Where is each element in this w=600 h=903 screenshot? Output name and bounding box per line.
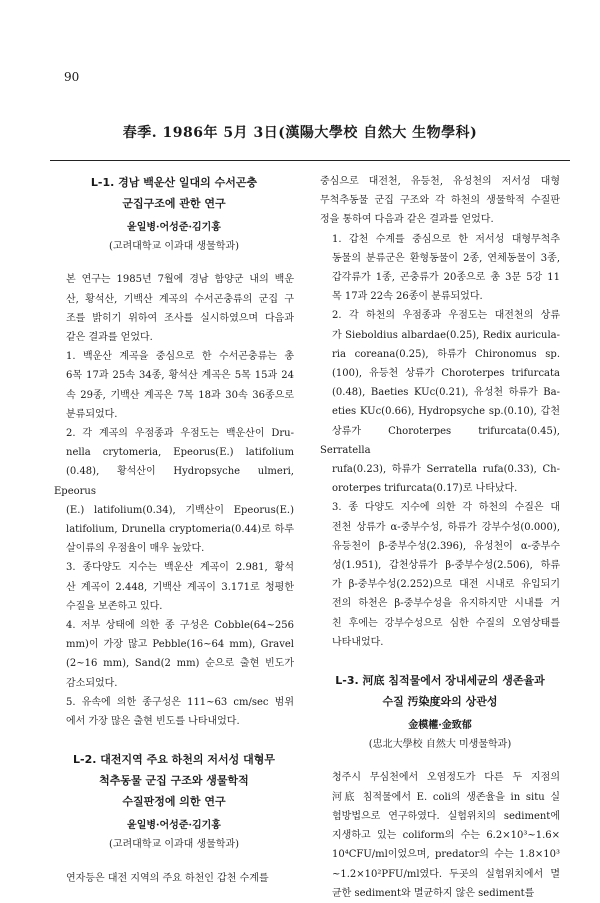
text-line: (2~16 mm), Sand(2 mm) 순으로 출현 빈도가 xyxy=(66,658,294,670)
text-line: 산 계곡이 2.448, 기백산 계곡이 3.171로 청평한 xyxy=(66,581,294,593)
text-line: rufa(0.23), 하류가 Serratella rufa(0.33), Ch- xyxy=(332,464,560,476)
text-line: 수질을 보존하고 있다. xyxy=(66,600,163,612)
text-line: eties KUc(0.66), Hydropsyche sp.(0.10), 갑천 xyxy=(332,406,560,418)
text-line: (100), 유등천 상류가 Choroterpes trifurcata xyxy=(332,368,560,380)
abstract-title: L-1. 경남 백운산 일대의 수서곤충 군집구조에 관한 연구 xyxy=(90,176,258,210)
abstract-l3 xyxy=(320,670,560,903)
text-line: 유등천이 β-중부수성(2.396), 유성천이 α-중부수 xyxy=(332,540,560,552)
abstract-body xyxy=(320,768,560,902)
text-line: 에서 가장 많은 출현 빈도를 나타내었다. xyxy=(66,716,240,728)
right-column xyxy=(320,172,560,903)
text-line: 정을 통하여 다음과 같은 결과를 얻었다. xyxy=(320,214,494,226)
text-line: 1. 갑천 수계를 중심으로 한 저서성 대형무척추 xyxy=(332,233,560,245)
text-line: 10⁴CFU/ml이었으며, predator의 수는 1.8×10³ xyxy=(332,849,560,861)
text-line: (0.48), 황석산이 Hydropsyche ulmeri, Epeorus xyxy=(54,466,294,497)
paragraph xyxy=(54,558,294,616)
text-line: ria coreana(0.25), 하류가 Chironomus sp. xyxy=(332,348,560,360)
text-line: 중심으로 대전천, 유등천, 유성천의 저서성 대형 xyxy=(320,176,560,187)
text-line: 전천 상류가 α-중부수성, 하류가 강부수성(0.000), xyxy=(332,521,560,533)
text-line: 지생하고 있는 coliform의 수는 6.2×10³~1.6× xyxy=(332,830,560,842)
text-line: 무척추동물 군집 구조와 각 하천의 생물학적 수질판 xyxy=(320,195,560,207)
text-line: 감소되었다. xyxy=(66,677,118,689)
text-line: mm)이 가장 많고 Pebble(16~64 mm), Gravel xyxy=(66,639,294,651)
text-line: 갑각류가 1종, 곤충류가 20종으로 총 3문 5강 11 xyxy=(332,272,560,284)
text-line: 가 β-중부수성(2.252)으로 대전 시내로 유입되기 xyxy=(332,579,560,591)
text-line: ~1.2×10²PFU/ml였다. 두곳의 실험위치에서 멸 xyxy=(332,868,560,880)
authors: 윤일병·어성준·김기홍 xyxy=(127,222,221,233)
abstract-body xyxy=(54,270,294,731)
abstract-l2-continued xyxy=(320,172,560,652)
text-line: 속 29종, 기백산 계곡은 7목 18과 30속 36종으로 xyxy=(66,389,294,401)
abstract-title: L-2. 대전지역 주요 하천의 저서성 대형무 척추동물 군집 구조와 생물학적 수질판정에 의한 연구 xyxy=(73,753,275,809)
text-line: 같은 결과를 얻었다. xyxy=(66,332,153,344)
abstract-title: L-3. 河底 침적물에서 장내세균의 생존율과 수질 汚染度와의 상관성 xyxy=(335,674,545,709)
text-line: 친 후에는 강부수성으로 심한 수질의 오염상태를 xyxy=(332,617,560,629)
text-line: 가 Sieboldius albardae(0.25), Redix auricula- xyxy=(332,329,560,341)
text-line: 성(1.951), 갑천상류가 β-중부수성(2.506), 하류 xyxy=(332,560,560,572)
paragraph xyxy=(320,230,560,307)
text-line: 4. 저부 상태에 의한 종 구성은 Cobble(64~256 xyxy=(66,620,294,632)
paragraph xyxy=(54,869,294,888)
text-line: 조를 밝히기 위하여 조사를 실시하였으며 다음과 xyxy=(66,312,294,324)
abstract-l1 xyxy=(54,172,294,731)
affiliation: (고려대학교 이과대 생물학과) xyxy=(108,241,240,253)
paragraph xyxy=(54,616,294,693)
text-line: 상류가 Choroterpes trifurcata(0.45), Serratella xyxy=(320,425,560,456)
text-line: 험방법으로 연구하였다. 실험위치의 sediment에 xyxy=(332,810,560,822)
paragraph xyxy=(320,306,560,498)
text-line: 전의 하천은 β-중부수성을 유지하지만 시내를 거 xyxy=(332,598,560,610)
paragraph xyxy=(54,424,294,558)
paragraph xyxy=(54,693,294,731)
text-line: 6목 17과 25속 34종, 황석산 계곡은 5목 15과 24 xyxy=(66,370,294,382)
text-line: 3. 종다양도 지수는 백운산 계곡이 2.981, 황석 xyxy=(66,562,294,574)
text-line: 청주시 무심천에서 오염정도가 다른 두 지점의 xyxy=(332,772,560,784)
text-line: 산, 황석산, 기백산 계곡의 수서곤충류의 군집 구 xyxy=(66,293,294,305)
left-column xyxy=(54,172,294,888)
text-line: 1. 백운산 계곡을 중심으로 한 수서곤충류는 총 xyxy=(66,351,294,363)
text-line: latifolium, Drunella cryptomeria(0.44)로 하루 xyxy=(66,524,294,536)
text-line: (E.) latifolium(0.34), 기백산이 Epeorus(E.) xyxy=(66,504,294,516)
paragraph xyxy=(320,768,560,902)
paragraph xyxy=(54,347,294,424)
affiliation: (忠北大學校 自然大 미생물학과) xyxy=(368,739,512,751)
paragraph xyxy=(320,498,560,652)
text-line: 河底 침적물에서 E. coli의 생존율을 in situ 실 xyxy=(332,791,560,803)
text-line: nella crytomeria, Epeorus(E.) latifolium xyxy=(66,447,294,459)
paragraph xyxy=(320,172,560,230)
text-line: 3. 종 다양도 지수에 의한 각 하천의 수질은 대 xyxy=(332,502,560,514)
text-line: 5. 유속에 의한 종구성은 111~63 cm/sec 범위 xyxy=(66,696,294,708)
authors: 윤일병·어성준·김기홍 xyxy=(127,820,221,832)
text-line: (0.48), Baeties KUc(0.21), 유성천 하류가 Ba- xyxy=(332,387,560,399)
text-line: 본 연구는 1985년 7월에 경남 함양군 내의 백운 xyxy=(66,274,294,286)
text-line: 분류되었다. xyxy=(66,408,118,420)
text-line: 연자등은 대전 지역의 주요 하천인 갑천 수계를 xyxy=(66,872,269,884)
header-rule xyxy=(50,160,570,161)
page-number: 90 xyxy=(64,70,80,84)
text-line: 균한 sediment와 멸균하지 않은 sediment를 xyxy=(332,887,535,899)
text-line: 목 17과 22속 26종이 분류되었다. xyxy=(332,291,483,303)
abstract-l2 xyxy=(54,749,294,888)
text-line: oroterpes trifurcata(0.17)로 나타났다. xyxy=(332,483,518,495)
text-line: 2. 각 하천의 우점종과 우점도는 대전천의 상류 xyxy=(332,310,560,322)
text-line: 나타내었다. xyxy=(332,636,384,648)
text-line: 동물의 분류군은 환형동물이 2종, 연체동물이 3종, xyxy=(332,252,560,264)
text-line: 살이류의 우점율이 매우 높았다. xyxy=(66,543,205,555)
text-line: 2. 각 계곡의 우점종과 우점도는 백운산이 Dru- xyxy=(66,428,294,440)
affiliation: (고려대학교 이과대 생물학과) xyxy=(108,839,240,851)
paragraph xyxy=(54,270,294,347)
abstract-body xyxy=(54,869,294,888)
authors: 金模權·金致郁 xyxy=(408,720,472,732)
session-header: 春季. 1986年 5月 3日(漢陽大學校 自然大 生物學科) xyxy=(122,125,478,141)
